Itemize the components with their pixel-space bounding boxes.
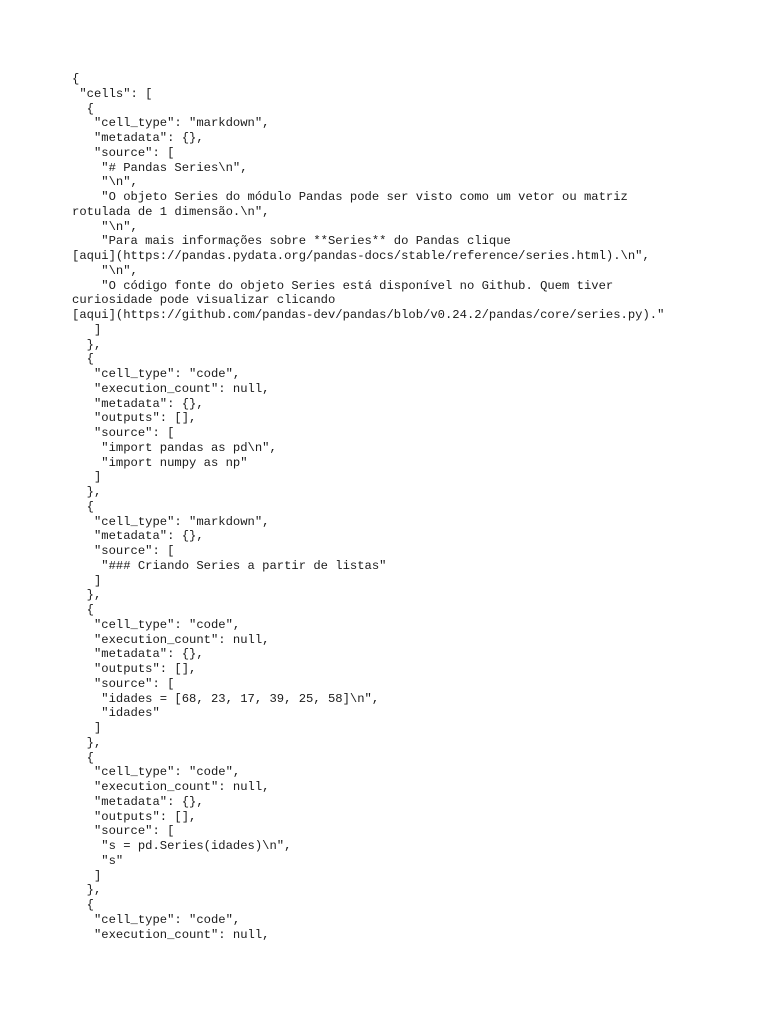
code-line: "outputs": [], xyxy=(72,662,197,676)
code-line: }, xyxy=(72,337,102,352)
code-line: "\n", xyxy=(72,263,138,278)
code-line: "source": [ xyxy=(72,426,175,440)
code-line: "metadata": {}, xyxy=(72,794,204,809)
code-line: { xyxy=(72,352,94,367)
code-line: "idades" xyxy=(72,706,160,721)
json-code-block xyxy=(72,72,712,942)
code-line: "source": [ xyxy=(72,544,175,558)
code-line: ] xyxy=(72,868,102,883)
code-line: "cells": [ xyxy=(72,86,153,101)
code-line: { xyxy=(72,603,94,617)
code-line: { xyxy=(72,898,94,912)
code-line: [aqui](https://github.com/pandas-dev/pandas/blob/v0.24.2/pandas/core/series.py)." xyxy=(72,308,665,322)
code-line: ] xyxy=(72,721,102,735)
code-line: "execution_count": null, xyxy=(72,927,270,942)
code-line: curiosidade pode visualizar clicando xyxy=(72,293,336,308)
code-line: "outputs": [], xyxy=(72,411,197,426)
code-line: "\n", xyxy=(72,175,138,190)
code-line: "cell_type": "code", xyxy=(72,617,241,632)
code-line: "metadata": {}, xyxy=(72,396,204,411)
code-line: rotulada de 1 dimensão.\n", xyxy=(72,204,270,219)
code-line: [aqui](https://pandas.pydata.org/pandas-docs/stable/reference/series.html).\n", xyxy=(72,249,650,263)
code-line: { xyxy=(72,101,94,116)
code-line: "# Pandas Series\n", xyxy=(72,160,248,175)
code-line: "\n", xyxy=(72,219,138,234)
code-line: "s" xyxy=(72,853,124,868)
code-line: }, xyxy=(72,485,102,499)
code-line: "cell_type": "markdown", xyxy=(72,116,270,131)
code-line: "execution_count": null, xyxy=(72,780,270,794)
code-line: "s = pd.Series(idades)\n", xyxy=(72,839,292,853)
code-line: "execution_count": null, xyxy=(72,632,270,647)
code-line: }, xyxy=(72,883,102,898)
code-line: "source": [ xyxy=(72,824,175,839)
code-line: "import numpy as np" xyxy=(72,455,248,470)
code-line: ] xyxy=(72,470,102,485)
code-line: "outputs": [], xyxy=(72,809,197,824)
code-line: }, xyxy=(72,588,102,603)
code-line: "Para mais informações sobre **Series** do Pandas clique xyxy=(72,234,511,249)
code-line: "O objeto Series do módulo Pandas pode ser visto como um vetor ou matriz xyxy=(72,190,628,204)
code-line: { xyxy=(72,750,94,765)
code-line: "metadata": {}, xyxy=(72,131,204,145)
code-line: "metadata": {}, xyxy=(72,647,204,662)
code-line: ] xyxy=(72,573,102,588)
code-line: "O código fonte do objeto Series está disponível no Github. Quem tiver xyxy=(72,278,614,293)
code-line: }, xyxy=(72,735,102,750)
code-line: "cell_type": "markdown", xyxy=(72,514,270,529)
code-line: "cell_type": "code", xyxy=(72,912,241,927)
code-line: { xyxy=(72,499,94,514)
code-line: { xyxy=(72,72,80,86)
code-line: "cell_type": "code", xyxy=(72,765,241,780)
code-line: "source": [ xyxy=(72,676,175,691)
code-line: ] xyxy=(72,322,102,337)
code-line: "idades = [68, 23, 17, 39, 25, 58]\n", xyxy=(72,691,380,706)
code-line: "### Criando Series a partir de listas" xyxy=(72,558,387,573)
code-line: "source": [ xyxy=(72,145,175,160)
code-line: "execution_count": null, xyxy=(72,381,270,396)
code-line: "metadata": {}, xyxy=(72,529,204,544)
code-line: "cell_type": "code", xyxy=(72,367,241,381)
code-line: "import pandas as pd\n", xyxy=(72,440,277,455)
